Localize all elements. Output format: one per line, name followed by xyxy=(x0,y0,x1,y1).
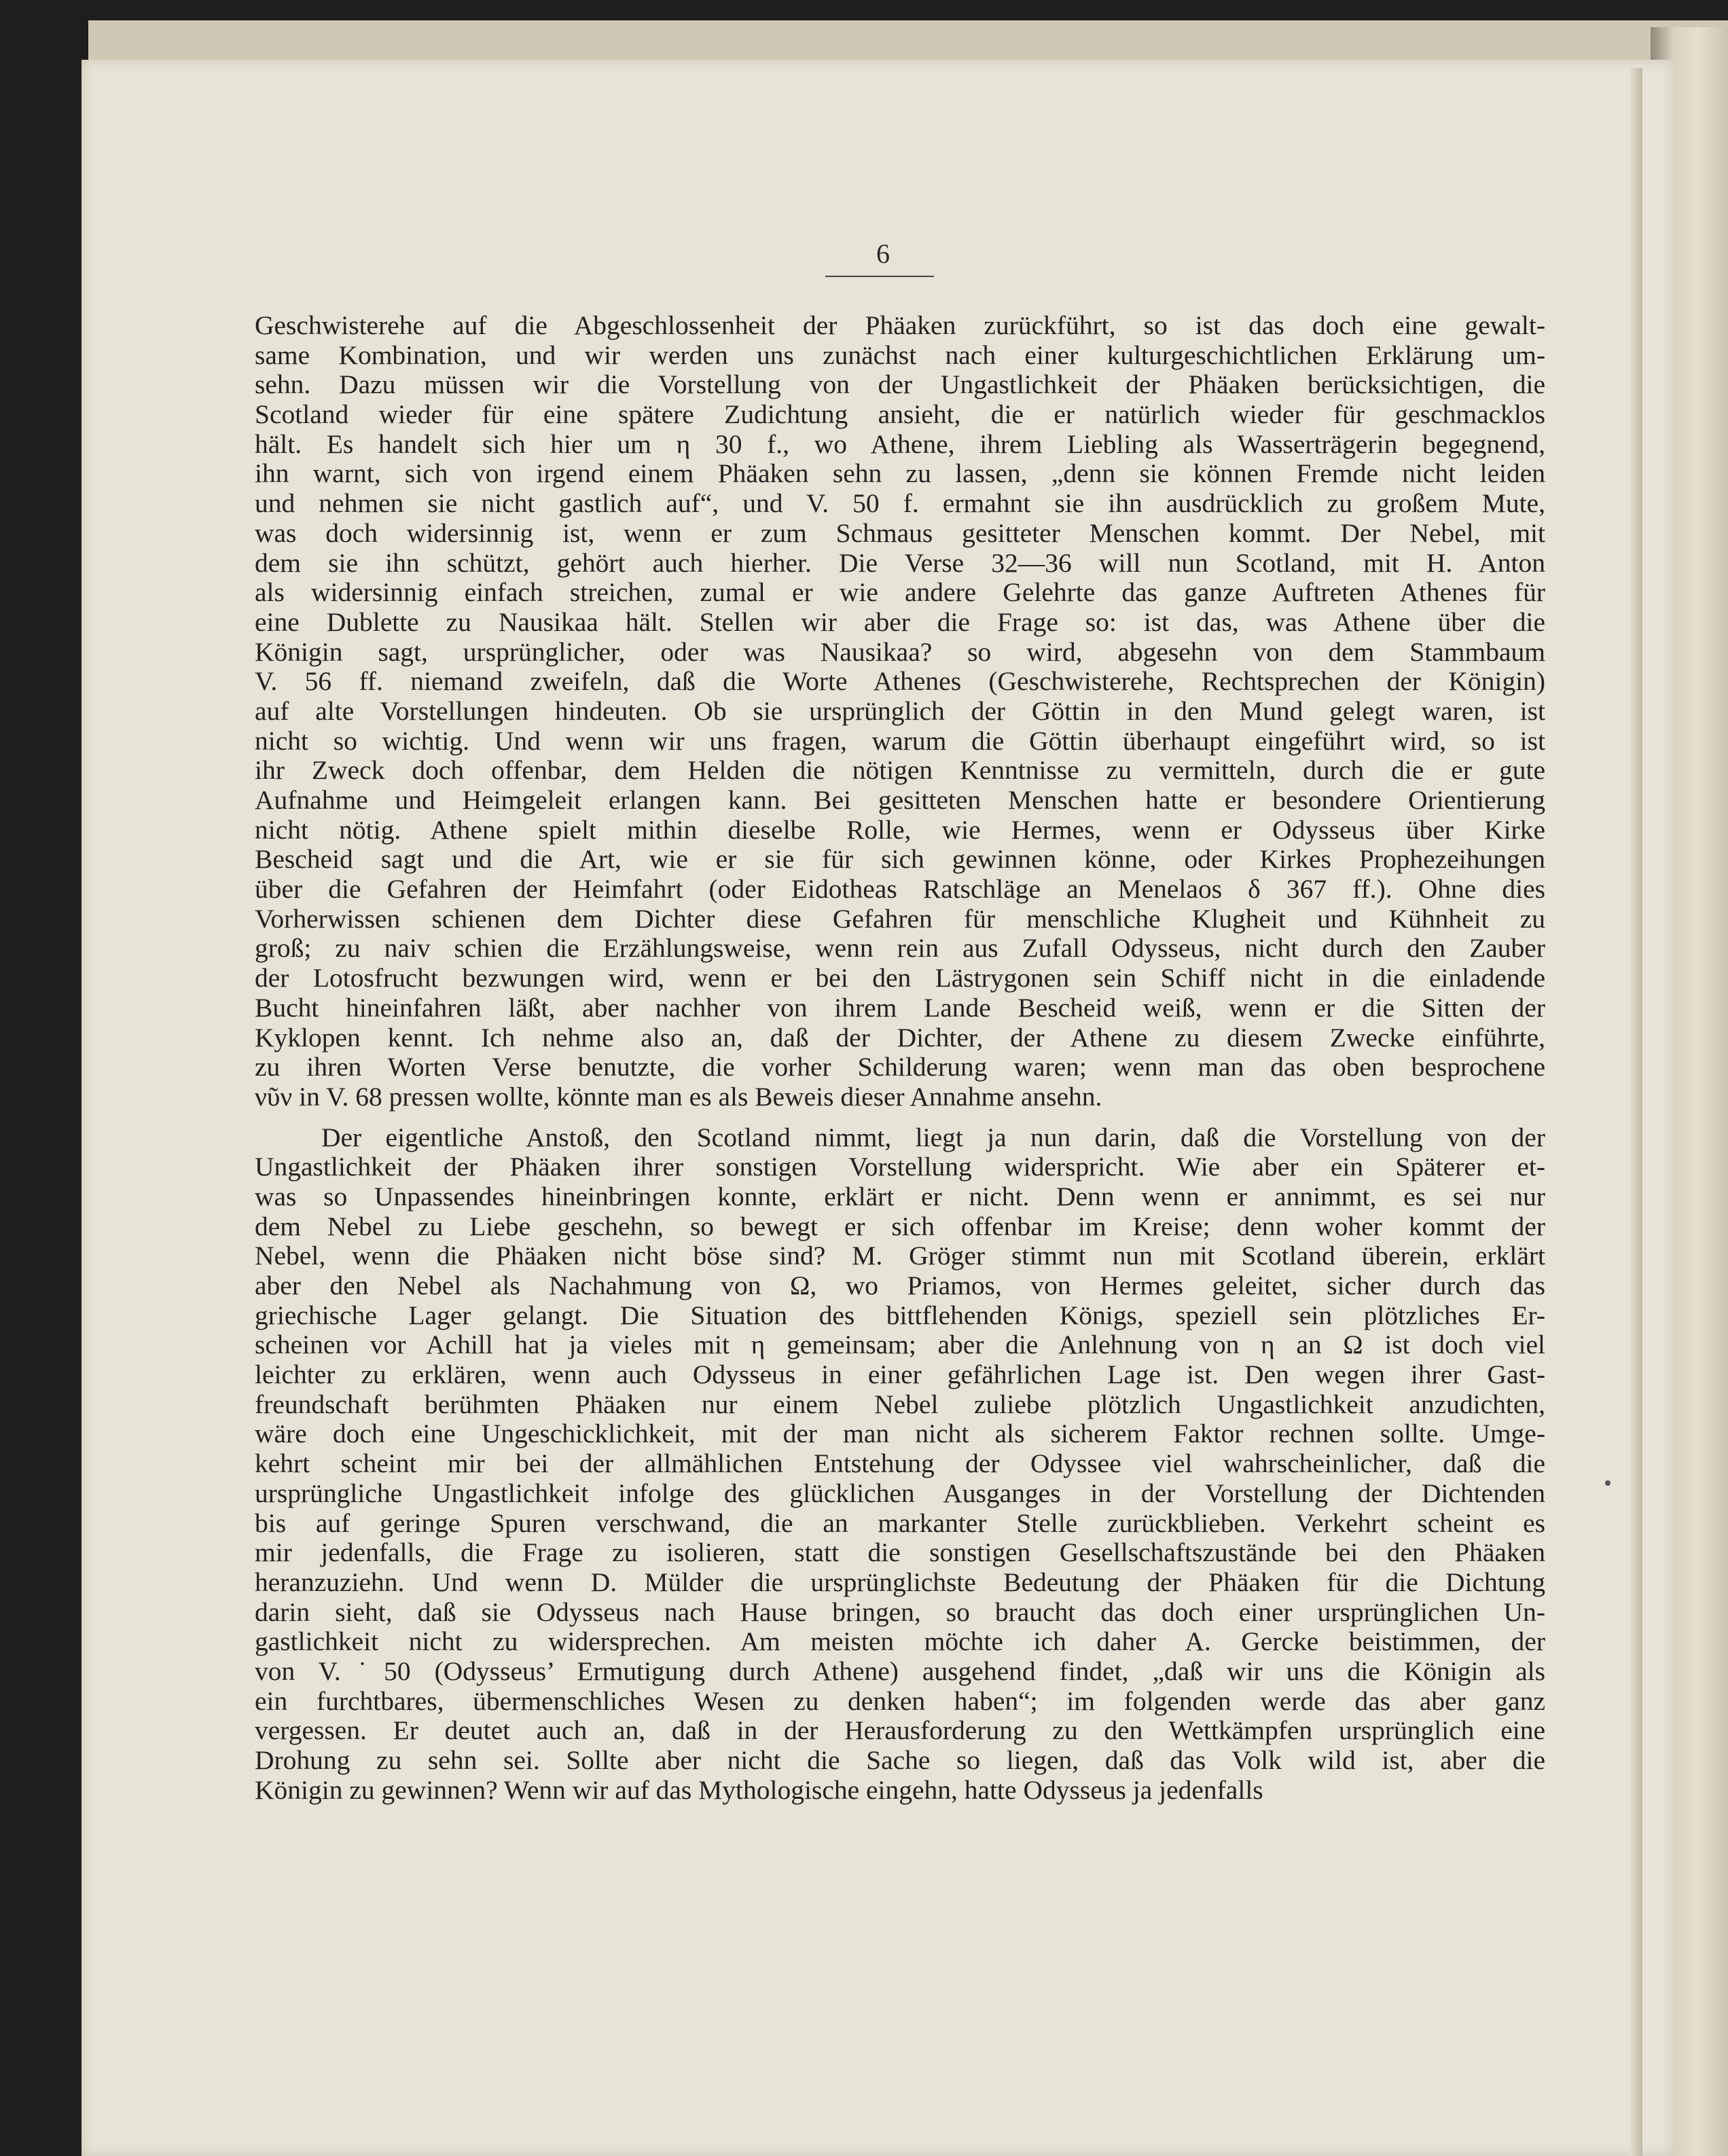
text-line: von V.˙50 (Odysseus’ Ermutigung durch Athene) ausgehend findet, „daß wir uns die Königin als xyxy=(255,1656,1545,1686)
text-line: Vorherwissen schienen dem Dichter diese Gefahren für menschliche Klugheit und Kühnheit zu xyxy=(255,903,1545,934)
text-line: ein furchtbares, übermenschliches Wesen zu denken haben“; im folgenden werde das aber ganz xyxy=(255,1685,1545,1716)
text-line: mir jedenfalls, die Frage zu isolieren, statt die sonstigen Gesellschaftszustände bei den Phäaken xyxy=(255,1537,1545,1568)
text-line: sehn. Dazu müssen wir die Vorstellung von der Ungastlichkeit der Phäaken berücksichtigen, die xyxy=(255,369,1545,400)
text-line: zu ihren Worten Verse benutzte, die vorher Schilderung waren; wenn man das oben besprochene xyxy=(255,1052,1545,1082)
text-line: ihr Zweck doch offenbar, dem Helden die nötigen Kenntnisse zu vermitteln, durch die er gute xyxy=(255,755,1545,786)
text-line: freundschaft berühmten Phäaken nur einem Nebel zuliebe plötzlich Ungastlichkeit anzudichten, xyxy=(255,1389,1545,1419)
text-line: eine Dublette zu Nausikaa hält. Stellen wir aber die Frage so: ist das, was Athene über die xyxy=(255,606,1545,637)
text-line: der Lotosfrucht bezwungen wird, wenn er bei den Lästrygonen sein Schiff nicht in die einladende xyxy=(255,963,1545,993)
text-line: Geschwisterehe auf die Abgeschlossenheit der Phäaken zurückführt, so ist das doch eine gewalt- xyxy=(255,310,1545,340)
text-line: was doch widersinnig ist, wenn er zum Schmaus gesitteter Menschen kommt. Der Nebel, mit xyxy=(255,517,1545,548)
text-line: vergessen. Er deutet auch an, daß in der Herausforderung zu den Wettkämpfen ursprünglich eine xyxy=(255,1715,1545,1746)
text-line: Ungastlichkeit der Phäaken ihrer sonstigen Vorstellung widerspricht. Wie aber ein Späterer et- xyxy=(255,1152,1545,1182)
text-line: ihn warnt, sich von irgend einem Phäaken sehn zu lassen, „denn sie können Fremde nicht leiden xyxy=(255,458,1545,489)
text-line: heranzuziehn. Und wenn D. Mülder die ursprünglichste Bedeutung der Phäaken für die Dichtung xyxy=(255,1567,1545,1597)
paragraph xyxy=(255,311,1545,1112)
text-line: dem Nebel zu Liebe geschehn, so bewegt er sich offenbar im Kreise; denn woher kommt der xyxy=(255,1211,1545,1241)
text-line: hält. Es handelt sich hier um η 30 f., wo Athene, ihrem Liebling als Wasserträgerin begegnend, xyxy=(255,428,1545,459)
text-line: Königin zu gewinnen? Wenn wir auf das Mythologische eingehn, hatte Odysseus ja jedenfalls xyxy=(255,1774,1263,1805)
text-line: aber den Nebel als Nachahmung von Ω, wo Priamos, von Hermes geleitet, sicher durch das xyxy=(255,1271,1545,1300)
text-line: Drohung zu sehn sei. Sollte aber nicht die Sache so liegen, daß das Volk wild ist, aber die xyxy=(255,1745,1545,1775)
paragraph-spacing xyxy=(255,1112,1545,1123)
paragraph xyxy=(255,1123,1545,1806)
text-line: ursprüngliche Ungastlichkeit infolge des glücklichen Ausganges in der Vorstellung der Dichtenden xyxy=(255,1478,1545,1508)
text-line: als widersinnig einfach streichen, zumal er wie andere Gelehrte das ganze Auftreten Athenes für xyxy=(255,577,1545,608)
text-line: Bescheid sagt und die Art, wie er sie für sich gewinnen könne, oder Kirkes Prophezeihungen xyxy=(255,844,1545,875)
text-line: scheinen vor Achill hat ja vieles mit η gemeinsam; aber die Anlehnung von η an Ω ist doch viel xyxy=(255,1330,1545,1360)
text-line: Bucht hineinfahren läßt, aber nachher von ihrem Lande Bescheid weiß, wenn er die Sitten der xyxy=(255,992,1545,1023)
text-line: bis auf geringe Spuren verschwand, die an markanter Stelle zurückblieben. Verkehrt scheint es xyxy=(255,1508,1545,1538)
text-line: same Kombination, und wir werden uns zunächst nach einer kulturgeschichtlichen Erklärung um- xyxy=(255,340,1545,370)
page-number-rule xyxy=(825,276,934,277)
text-line: groß; zu naiv schien die Erzählungsweise, wenn rein aus Zufall Odysseus, nicht durch den Zauber xyxy=(255,933,1545,964)
text-line: was so Unpassendes hineinbringen konnte, erklärt er nicht. Denn wenn er annimmt, es sei nur xyxy=(255,1181,1545,1211)
text-line: darin sieht, daß sie Odysseus nach Hause bringen, so braucht das doch einer ursprünglichen Un- xyxy=(255,1596,1545,1627)
text-line: Aufnahme und Heimgeleit erlangen kann. Bei gesitteten Menschen hatte er besondere Orientierung xyxy=(255,785,1545,815)
text-line: Königin sagt, ursprünglicher, oder was Nausikaa? so wird, abgesehn von dem Stammbaum xyxy=(255,636,1545,667)
ink-speck xyxy=(1605,1480,1610,1486)
text-line: Kyklopen kennt. Ich nehme also an, daß der Dichter, der Athene zu diesem Zwecke einführte, xyxy=(255,1022,1545,1053)
text-line: nicht so wichtig. Und wenn wir uns fragen, warum die Göttin überhaupt eingeführt wird, so ist xyxy=(255,725,1545,756)
text-line: gastlichkeit nicht zu widersprechen. Am meisten möchte ich daher A. Gercke beistimmen, der xyxy=(255,1626,1545,1657)
page-fold-shadow xyxy=(1630,68,1642,2156)
text-line: über die Gefahren der Heimfahrt (oder Eidotheas Ratschläge an Menelaos δ 367 ff.). Ohne dies xyxy=(255,874,1545,905)
text-line: dem sie ihn schützt, gehört auch hierher. Die Verse 32—36 will nun Scotland, mit H. Anton xyxy=(255,547,1545,578)
page-number: 6 xyxy=(876,238,890,269)
text-line: Nebel, wenn die Phäaken nicht böse sind? M. Gröger stimmt nun mit Scotland überein, erklärt xyxy=(255,1241,1545,1271)
text-line: nicht nötig. Athene spielt mithin dieselbe Rolle, wie Hermes, wenn er Odysseus über Kirke xyxy=(255,814,1545,845)
text-line: auf alte Vorstellungen hindeuten. Ob sie ursprünglich der Göttin in den Mund gelegt waren, ist xyxy=(255,695,1545,726)
text-line: und nehmen sie nicht gastlich auf“, und V. 50 f. ermahnt sie ihn ausdrücklich zu großem Mute, xyxy=(255,488,1545,519)
text-line: kehrt scheint mir bei der allmählichen Entstehung der Odyssee viel wahrscheinlicher, daß die xyxy=(255,1448,1545,1479)
text-line: Scotland wieder für eine spätere Zudichtung ansieht, die er natürlich wieder für geschmacklos xyxy=(255,399,1545,430)
body-text xyxy=(255,311,1545,1805)
text-line: Der eigentliche Anstoß, den Scotland nimmt, liegt ja nun darin, daß die Vorstellung von der xyxy=(321,1122,1545,1152)
text-line: wäre doch eine Ungeschicklichkeit, mit der man nicht als sicherem Faktor rechnen sollte. Umge- xyxy=(255,1419,1545,1449)
text-line: leichter zu erklären, wenn auch Odysseus in einer gefährlichen Lage ist. Den wegen ihrer Gast- xyxy=(255,1359,1545,1390)
text-line: griechische Lager gelangt. Die Situation des bittflehenden Königs, speziell sein plötzliches Er- xyxy=(255,1300,1545,1330)
text-line: V. 56 ff. niemand zweifeln, daß die Worte Athenes (Geschwisterehe, Rechtsprechen der Königin) xyxy=(255,666,1545,697)
text-line: νῦν in V. 68 pressen wollte, könnte man es als Beweis dieser Annahme ansehn. xyxy=(255,1081,1102,1112)
